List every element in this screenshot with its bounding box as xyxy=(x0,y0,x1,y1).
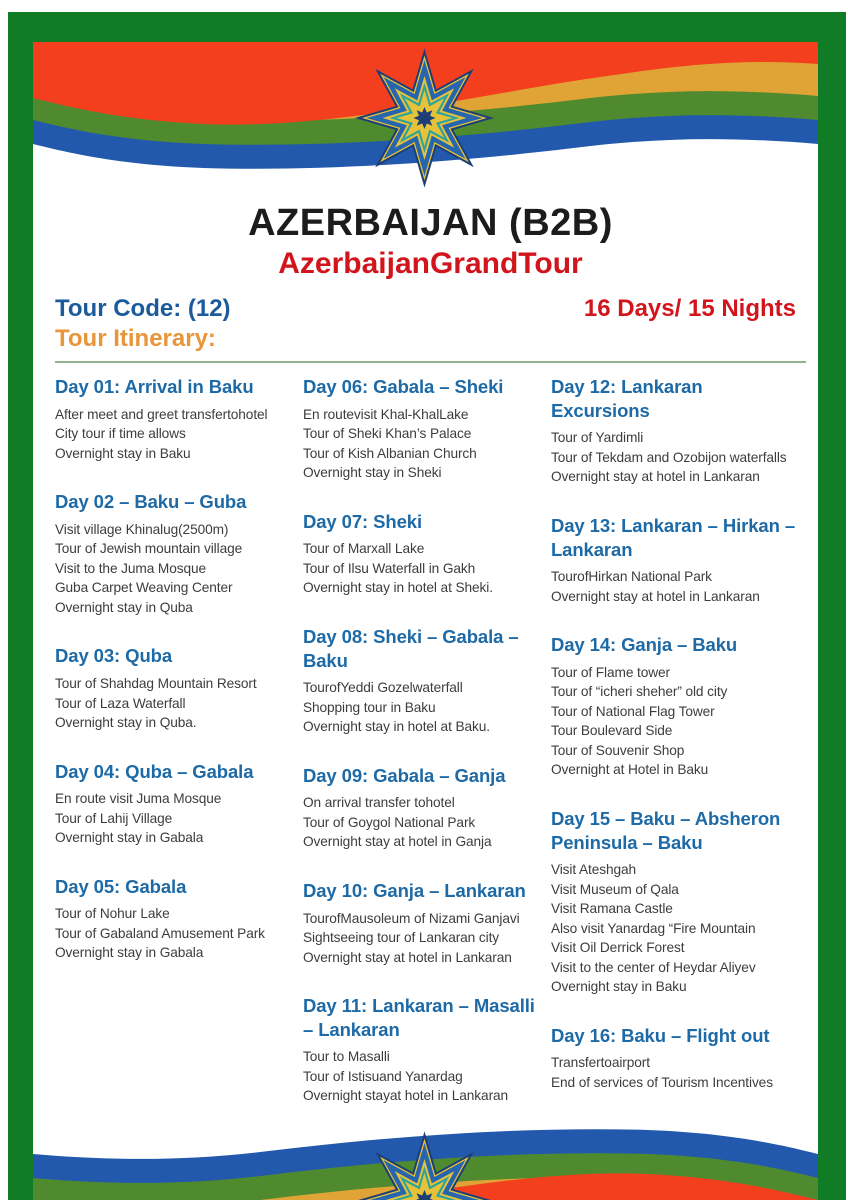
day-heading: Day 05: Gabala xyxy=(55,875,187,897)
itinerary-line: Tour Boulevard Side xyxy=(550,723,673,739)
itinerary-line: Tour of Lahij Village xyxy=(55,810,173,826)
day-block xyxy=(55,875,289,963)
top-flag-wave-band xyxy=(33,12,818,192)
itinerary-line: Tour of Laza Waterfall xyxy=(55,695,186,711)
meta-row xyxy=(55,295,806,323)
day-heading: Day 11: Lankaran – Masalli – Lankaran xyxy=(302,995,535,1040)
day-heading: Day 16: Baku – Flight out xyxy=(550,1024,770,1046)
itinerary-line: Guba Carpet Weaving Center xyxy=(55,580,233,596)
itinerary-line: Overnight stay at hotel in Lankaran xyxy=(550,588,760,604)
itinerary-line: Overnight stay in hotel at Baku. xyxy=(302,719,490,735)
green-page-frame xyxy=(8,12,846,1200)
day-block xyxy=(303,879,537,967)
itinerary-line: Tour of “icheri sheher” old city xyxy=(550,684,728,700)
itinerary-line: Visit Oil Derrick Forest xyxy=(550,940,685,956)
itinerary-line: Shopping tour in Baku xyxy=(302,699,436,715)
day-block xyxy=(551,514,806,606)
itinerary-line: Tour of Shahdag Mountain Resort xyxy=(55,676,257,692)
itinerary-line: TourofMausoleum of Nizami Ganjavi xyxy=(302,910,520,926)
itinerary-line: En routevisit Khal-KhalLake xyxy=(302,406,469,422)
day-block xyxy=(303,625,537,737)
itinerary-line: On arrival transfer tohotel xyxy=(302,795,455,811)
itinerary-line: Tour of Jewish mountain village xyxy=(55,541,243,557)
itinerary-line: TourofHirkan National Park xyxy=(550,569,712,585)
itinerary-line: Overnight stay in Quba. xyxy=(55,715,197,731)
itinerary-line: Overnight stayat hotel in Lankaran xyxy=(302,1088,509,1104)
itinerary-line: After meet and greet transfertohotel xyxy=(55,406,268,422)
itinerary-line: TourofYeddi Gozelwaterfall xyxy=(302,680,463,696)
itinerary-line: Tour to Masalli xyxy=(302,1049,390,1065)
day-block xyxy=(551,633,806,780)
day-heading: Day 04: Quba – Gabala xyxy=(55,760,254,782)
itinerary-line: Tour of National Flag Tower xyxy=(550,703,715,719)
day-heading: Day 07: Sheki xyxy=(302,510,422,532)
day-block xyxy=(551,375,806,487)
day-block xyxy=(303,375,537,483)
itinerary-line: Visit Ateshgah xyxy=(550,862,637,878)
itinerary-line: Tour of Gabaland Amusement Park xyxy=(55,925,265,941)
itinerary-line: Overnight stay in Baku xyxy=(550,979,687,995)
day-heading: Day 08: Sheki – Gabala – Baku xyxy=(302,625,519,671)
itinerary-line: City tour if time allows xyxy=(55,426,186,442)
itinerary-line: Transfertoairport xyxy=(550,1055,650,1071)
day-heading: Day 15 – Baku – Absheron Peninsula – Baku xyxy=(550,807,781,853)
day-block xyxy=(55,375,289,463)
content-area xyxy=(33,192,818,1106)
bottom-flag-wave-band xyxy=(33,1106,818,1200)
itinerary-line: Overnight stay in Sheki xyxy=(302,465,442,481)
itinerary-line: Tour of Yardimli xyxy=(550,430,644,446)
itinerary-line: Overnight stay in Baku xyxy=(55,445,191,461)
itinerary-line: Tour of Souvenir Shop xyxy=(550,742,685,758)
day-heading: Day 01: Arrival in Baku xyxy=(55,376,254,397)
itinerary-line: Overnight stay at hotel in Lankaran xyxy=(550,469,760,485)
itinerary-column-3 xyxy=(551,373,806,1092)
duration-label: 16 Days/ 15 Nights xyxy=(583,295,796,322)
eight-point-star-icon xyxy=(358,52,490,184)
page-title: AZERBAIJAN (B2B) xyxy=(248,202,613,244)
itinerary-line: Visit to the Juma Mosque xyxy=(55,560,207,576)
itinerary-line: Visit to the center of Heydar Aliyev xyxy=(550,959,756,975)
day-heading: Day 06: Gabala – Sheki xyxy=(302,376,504,397)
day-heading: Day 14: Ganja – Baku xyxy=(550,634,738,656)
itinerary-line: Overnight stay in Gabala xyxy=(55,945,204,961)
day-block xyxy=(55,490,289,617)
itinerary-column-1 xyxy=(55,373,289,963)
day-heading: Day 10: Ganja – Lankaran xyxy=(302,879,526,901)
itinerary-line: Tour of Kish Albanian Church xyxy=(302,445,477,461)
itinerary-line: Tour of Nohur Lake xyxy=(55,906,170,922)
itinerary-line: Tour of Tekdam and Ozobijon waterfalls xyxy=(550,449,787,465)
itinerary-line: Tour of Istisuand Yanardag xyxy=(302,1068,463,1084)
itinerary-line: Also visit Yanardag “Fire Mountain xyxy=(550,920,756,936)
day-block xyxy=(551,807,806,997)
day-heading: Day 09: Gabala – Ganja xyxy=(302,764,506,786)
itinerary-line: Sightseeing tour of Lankaran city xyxy=(302,930,500,946)
itinerary-line: Overnight at Hotel in Baku xyxy=(550,762,709,778)
section-divider xyxy=(55,361,806,363)
day-block xyxy=(55,644,289,732)
itinerary-label: Tour Itinerary: xyxy=(55,325,216,352)
itinerary-line: Visit Museum of Qala xyxy=(550,881,679,897)
itinerary-line: Visit village Khinalug(2500m) xyxy=(55,521,229,537)
day-block xyxy=(303,510,537,598)
day-block xyxy=(551,1024,806,1093)
star-layer xyxy=(413,107,435,129)
itinerary-line: Overnight stay in Quba xyxy=(55,599,193,615)
day-heading: Day 12: Lankaran Excursions xyxy=(550,376,703,421)
itinerary-line: En route visit Juma Mosque xyxy=(55,791,222,807)
itinerary-line: Tour of Ilsu Waterfall in Gakh xyxy=(302,560,476,576)
itinerary-line: Overnight stay in hotel at Sheki. xyxy=(302,580,493,596)
itinerary-line: Overnight stay in Gabala xyxy=(55,830,204,846)
itinerary-line: Tour of Flame tower xyxy=(550,664,671,680)
day-block xyxy=(303,764,537,852)
itinerary-line: Tour of Goygol National Park xyxy=(302,814,476,830)
itinerary-columns xyxy=(55,373,806,1106)
itinerary-line: Tour of Sheki Khan’s Palace xyxy=(302,426,472,442)
itinerary-line: Overnight stay at hotel in Ganja xyxy=(302,834,492,850)
tour-code-label: Tour Code: (12) xyxy=(55,295,231,322)
itinerary-line: End of services of Tourism Incentives xyxy=(550,1074,773,1090)
day-block xyxy=(55,760,289,848)
itinerary-column-2 xyxy=(303,373,537,1106)
page-subtitle: AzerbaijanGrandTour xyxy=(278,247,583,280)
itinerary-line: Visit Ramana Castle xyxy=(550,901,673,917)
day-heading: Day 02 – Baku – Guba xyxy=(55,491,247,513)
day-heading: Day 03: Quba xyxy=(55,645,173,667)
itinerary-line: Tour of Marxall Lake xyxy=(302,541,425,557)
day-heading: Day 13: Lankaran – Hirkan – Lankaran xyxy=(550,514,796,560)
itinerary-line: Overnight stay at hotel in Lankaran xyxy=(302,949,512,965)
day-block xyxy=(303,994,537,1106)
